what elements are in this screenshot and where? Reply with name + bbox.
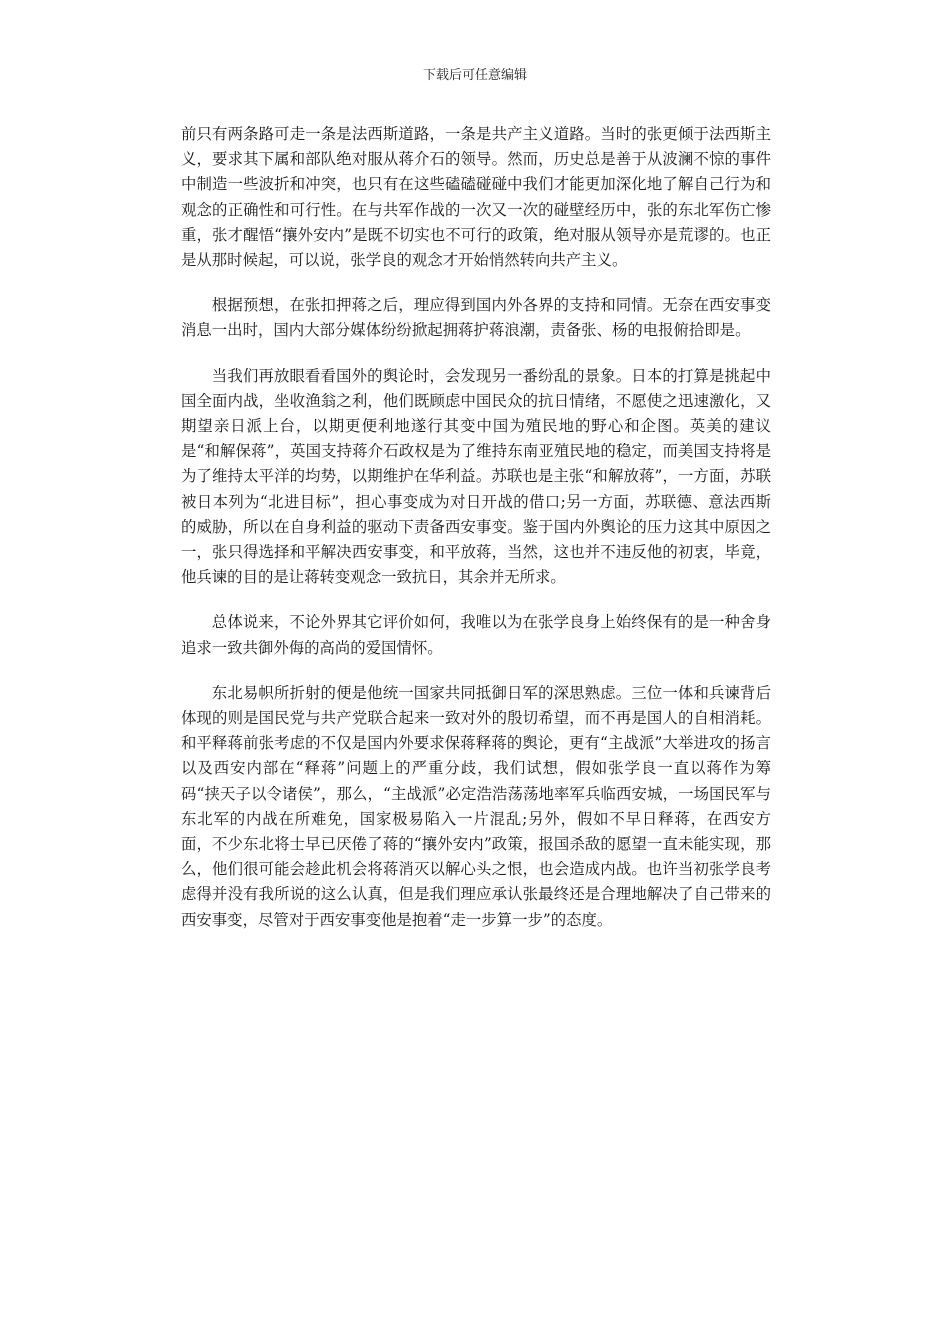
page-header: 下载后可任意编辑 [422,68,527,83]
document-body [181,122,771,953]
paragraph-4: 总体说来，不论外界其它评价如何，我唯以为在张学良身上始终保有的是一种舍身追求一致共御外侮的高尚的爱国情怀。 [181,613,771,657]
paragraph-1: 前只有两条路可走一条是法西斯道路，一条是共产主义道路。当时的张更倾于法西斯主义，要求其下属和部队绝对服从蒋介石的领导。然而，历史总是善于从波澜不惊的事件中制造一些波折和冲突，也只有在这些磕磕碰碰中我们才能更加深化地了解自己行为和观念的正确性和可行性。在与共军作战的一次又一次的碰壁经历中，张的东北军伤亡惨重，张才醒悟“攘外安内”是既不切实也不可行的政策，绝对服从领导亦是荒谬的。也正是从那时候起，可以说，张学良的观念才开始悄然转向共产主义。 [181,125,771,270]
paragraph-2: 根据预想，在张扣押蒋之后，理应得到国内外各界的支持和同情。无奈在西安事变消息一出时，国内大部分媒体纷纷掀起拥蒋护蒋浪潮，责备张、杨的电报俯拾即是。 [181,296,771,340]
paragraph-3: 当我们再放眼看看国外的舆论时，会发现另一番纷乱的景象。日本的打算是挑起中国全面内战，坐收渔翁之利，他们既顾虑中国民众的抗日情绪，不愿使之迅速激化，又期望亲日派上台，以期更便利地遂行其变中国为殖民地的野心和企图。英美的建议是“和解保蒋”，英国支持蒋介石政权是为了维持东南亚殖民地的稳定，而美国支持将是为了维持太平洋的均势，以期维护在华利益。苏联也是主张“和解放蒋”，一方面，苏联被日本列为“北进目标”，担心事变成为对日开战的借口;另一方面，苏联德、意法西斯的威胁，所以在自身利益的驱动下责备西安事变。鉴于国内外舆论的压力这其中原因之一，张只得选择和平解决西安事变，和平放蒋，当然，这也并不违反他的初衷，毕竟，他兵谏的目的是让蒋转变观念一致抗日，其余并无所求。 [181,366,771,587]
paragraph-5: 东北易帜所折射的便是他统一国家共同抵御日军的深思熟虑。三位一体和兵谏背后体现的则是国民党与共产党联合起来一致对外的殷切希望，而不再是国人的自相消耗。和平释蒋前张考虑的不仅是国内外要求保蒋释蒋的舆论，更有“主战派”大举进攻的扬言以及西安内部在“释蒋”问题上的严重分歧，我们试想，假如张学良一直以蒋作为筹码“挟天子以令诸侯”，那么，“主战派”必定浩浩荡荡地率军兵临西安城，一场国民军与东北军的内战在所难免，国家极易陷入一片混乱;另外，假如不早日释蒋，在西安方面，不少东北将士早已厌倦了蒋的“攘外安内”政策，报国杀敌的愿望一直未能实现，那么，他们很可能会趁此机会将蒋消灭以解心头之恨，也会造成内战。也许当初张学良考虑得并没有我所说的这么认真，但是我们理应承认张最终还是合理地解决了自己带来的西安事变，尽管对于西安事变他是抱着“走一步算一步”的态度。 [181,683,771,929]
